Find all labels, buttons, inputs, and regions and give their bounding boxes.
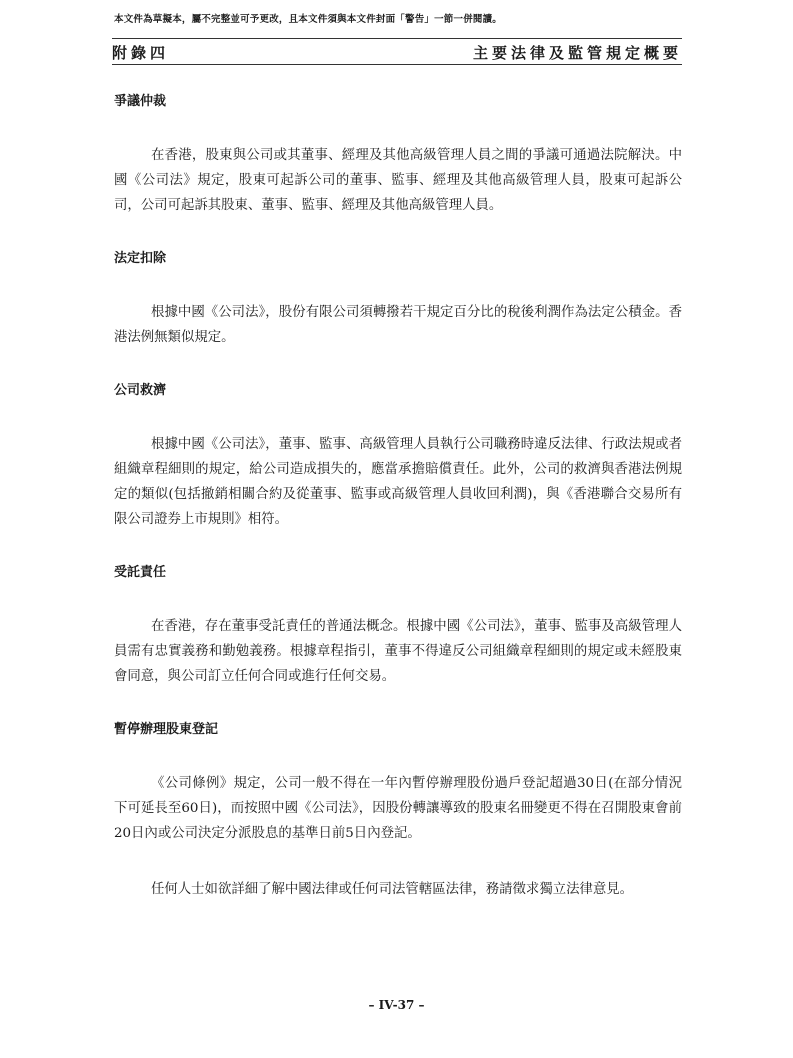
main-content <box>114 92 682 933</box>
section-paragraph: 根據中國《公司法》，股份有限公司須轉撥若干規定百分比的稅後利潤作為法定公積金。香港法例無類似規定。 <box>114 305 682 345</box>
header-rule-bottom <box>112 64 682 65</box>
section-fiduciary-duty <box>114 563 682 689</box>
section-paragraph: 任何人士如欲詳細了解中國法律或任何司法管轄區法律，務請徵求獨立法律意見。 <box>151 882 634 897</box>
appendix-title: 主要法律及監管規定概要 <box>472 43 682 62</box>
section-title: 爭議仲裁 <box>114 94 167 109</box>
section-title: 法定扣除 <box>114 251 167 266</box>
section-title: 公司救濟 <box>114 383 167 398</box>
section-company-remedies <box>114 381 682 532</box>
section-dispute-arbitration <box>114 92 682 218</box>
draft-disclaimer: 本文件為草擬本，屬不完整並可予更改，且本文件須與本文件封面「警告」一節一併閱讀。 <box>114 14 503 25</box>
section-paragraph: 《公司條例》規定，公司一般不得在一年內暫停辦理股份過戶登記超過30日(在部分情況下可延長至60日)，而按照中國《公司法》，因股份轉讓導致的股東名冊變更不得在召開股東會前20日內或公司決定分派股息的基準日前5日內登記。 <box>114 776 682 841</box>
section-paragraph: 在香港，股東與公司或其董事、經理及其他高級管理人員之間的爭議可通過法院解決。中國《公司法》規定，股東可起訴公司的董事、監事、經理及其他高級管理人員，股東可起訴公司，公司可起訴其股東、董事、監事、經理及其他高級管理人員。 <box>114 148 682 213</box>
section-title: 受託責任 <box>114 565 167 580</box>
section-paragraph: 在香港，存在董事受託責任的普通法概念。根據中國《公司法》，董事、監事及高級管理人員需有忠實義務和勤勉義務。根據章程指引，董事不得違反公司組織章程細則的規定或未經股東會同意，與公司訂立任何合同或進行任何交易。 <box>114 619 682 684</box>
section-title: 暫停辦理股東登記 <box>114 722 219 737</box>
page-number: – IV-37 – <box>368 998 425 1012</box>
appendix-label: 附錄四 <box>112 43 170 62</box>
header-rule-top <box>112 38 682 39</box>
section-statutory-deduction <box>114 249 682 350</box>
page-header <box>112 41 682 63</box>
section-closure-of-register <box>114 720 682 902</box>
section-paragraph: 根據中國《公司法》，董事、監事、高級管理人員執行公司職務時違反法律、行政法規或者組織章程細則的規定，給公司造成損失的，應當承擔賠償責任。此外，公司的救濟與香港法例規定的類似(包括撤銷相關合約及從董事、監事或高級管理人員收回利潤)，與《香港聯合交易所有限公司證券上市規則》相符。 <box>114 437 682 527</box>
